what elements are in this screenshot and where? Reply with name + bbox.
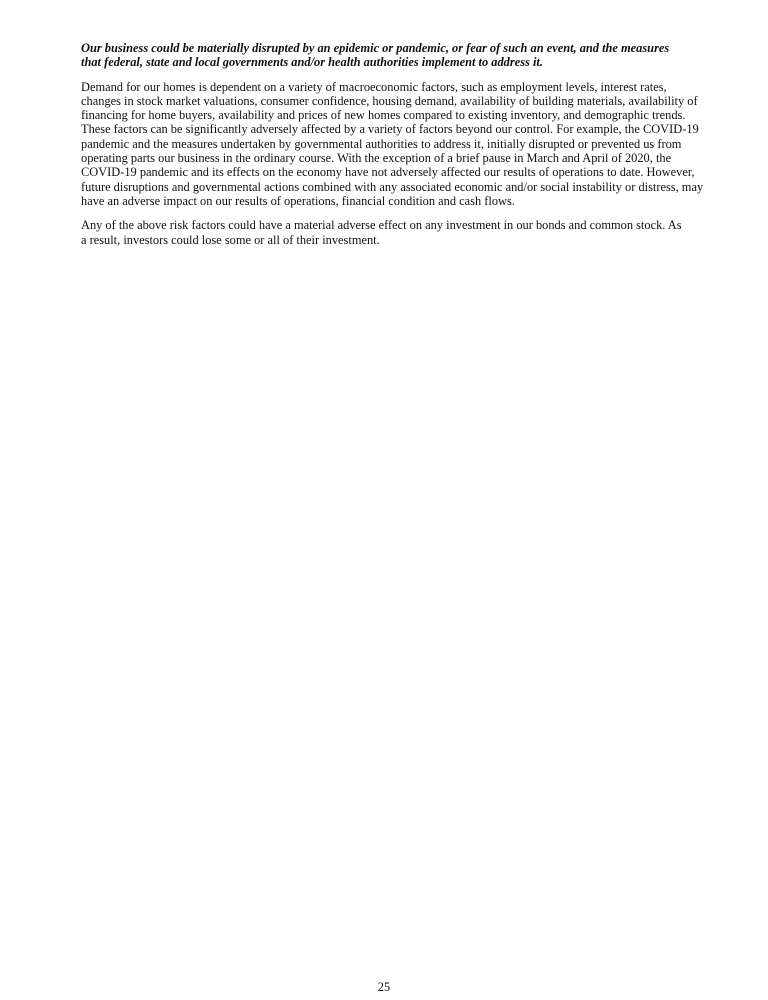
page-number: 25 (377, 980, 391, 994)
risk-factor-heading (53, 41, 717, 70)
paragraph-line: financing for home buyers, availability and prices of new homes compared to existing inventory, and demographic trends. (81, 108, 686, 123)
heading-line: Our business could be materially disrupted by an epidemic or pandemic, or fear of such an event, and the measures (81, 41, 670, 55)
paragraph-line: Any of the above risk factors could have a material adverse effect on any investment in our bonds and common stock. As (81, 218, 682, 233)
paragraph-line: future disruptions and governmental actions combined with any associated economic and/or social instability or distress, may (81, 179, 704, 194)
paragraph-line: pandemic and the measures undertaken by governmental authorities to address it, initially disrupted or prevented us from (81, 136, 682, 151)
paragraph-line: Demand for our homes is dependent on a variety of macroeconomic factors, such as employment levels, interest rates, (81, 79, 667, 94)
paragraph-line: operating parts our business in the ordinary course. With the exception of a brief pause in March and April of 2020, the (81, 151, 672, 166)
paragraph-line: These factors can be significantly adversely affected by a variety of factors beyond our control. For example, the COVID-19 (81, 122, 699, 137)
heading-line: that federal, state and local governments and/or health authorities implement to address it. (81, 55, 543, 70)
body-paragraph-summary (53, 218, 717, 247)
paragraph-line: changes in stock market valuations, consumer confidence, housing demand, availability of building materials, availability of (81, 93, 698, 108)
page-content (53, 41, 717, 257)
paragraph-line: COVID-19 pandemic and its effects on the economy have not adversely affected our results of operations to date. However, (81, 165, 695, 180)
paragraph-line: have an adverse impact on our results of operations, financial condition and cash flows. (81, 193, 515, 208)
paragraph-line: a result, investors could lose some or all of their investment. (81, 232, 380, 247)
body-paragraph-demand (53, 80, 717, 209)
